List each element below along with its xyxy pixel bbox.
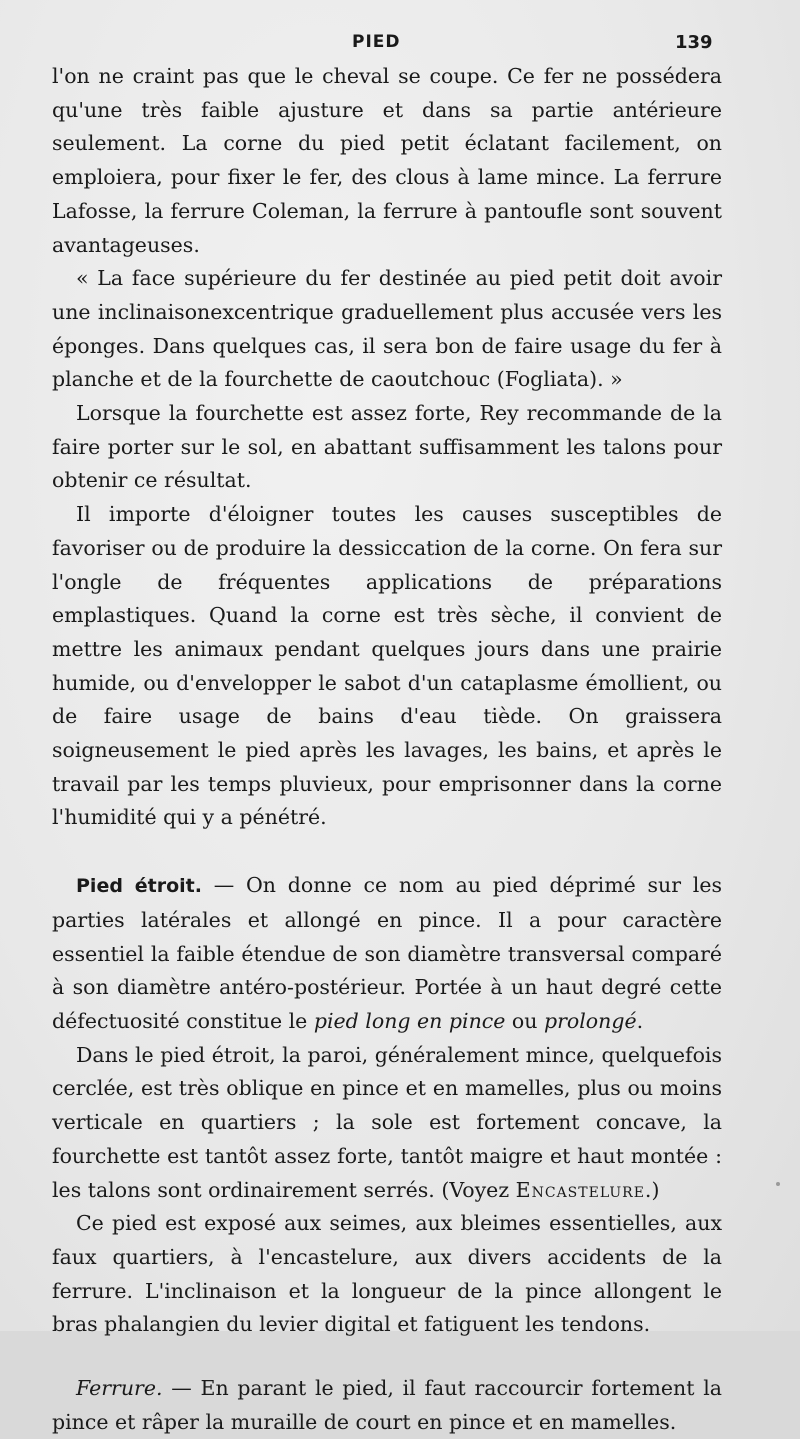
section-heading-ferrure: Ferrure. (76, 1376, 163, 1401)
running-title: PIED (352, 32, 401, 52)
paragraph-6-text: Dans le pied étroit, la paroi, généralement mince, quelquefois cerclée, est très oblique en pince et en mamelles, plus ou moins verticale en quartiers ; la sole est fortement concave, la fourchette est tantôt assez forte, tantôt maigre et haut montée : les talons sont ordinairement serrés. (Voyez (52, 1042, 722, 1202)
paper-speck (776, 1182, 780, 1186)
paragraph-1: l'on ne craint pas que le cheval se coupe. Ce fer ne possédera qu'une très faible ajusture et dans sa partie antérieure seulement. La corne du pied petit éclatant facilement, on emploiera, pour fixer le fer, des clous à lame mince. La ferrure Lafosse, la ferrure Coleman, la ferrure à pantoufle sont souvent avantageuses. (52, 64, 722, 257)
page-header (0, 30, 800, 60)
paragraph-3: Lorsque la fourchette est assez forte, Rey recommande de la faire porter sur le sol, en abattant suffisamment les talons pour obtenir ce résultat. (52, 401, 722, 493)
pied-etroit-text-a: — On donne ce nom au pied déprimé sur les parties latérales et allongé en pince. Il a pour caractère essentiel la faible étendue de son diamètre transversal comparé à son diamètre antéro-postérieur. Portée à un haut degré cette défectuosité constitue le (52, 873, 722, 1033)
cross-reference-encastelure: Encastelure (515, 1177, 645, 1202)
pied-etroit-italic-b: prolongé (543, 1008, 637, 1033)
paragraph-ferrure (52, 1372, 722, 1439)
section-heading-pied-etroit: Pied étroit. (76, 875, 202, 898)
ferrure-text: — En parant le pied, il faut raccourcir fortement la pince et râper la muraille de court en pince et en mamelles. (52, 1376, 722, 1434)
pied-etroit-text-b: ou (505, 1008, 544, 1033)
paragraph-pied-etroit (52, 869, 722, 1039)
page-number: 139 (675, 32, 713, 53)
paragraph-6 (52, 1039, 722, 1208)
pied-etroit-italic-a: pied long en pince (313, 1008, 506, 1033)
body-text (52, 60, 722, 1439)
paragraph-6-end: .) (644, 1177, 660, 1202)
pied-etroit-text-c: . (636, 1008, 644, 1033)
paragraph-2-quote: « La face supérieure du fer destinée au pied petit doit avoir une inclinaisonexcentrique graduellement plus accusée vers les éponges. Dans quelques cas, il sera bon de faire usage du fer à planche et de la fourchette de caoutchouc (Fogliata). » (52, 266, 722, 392)
paragraph-7: Ce pied est exposé aux seimes, aux bleimes essentielles, aux faux quartiers, à l'encastelure, aux divers accidents de la ferrure. L'inclinaison et la longueur de la pince allongent le bras phalangien du levier digital et fatiguent les tendons. (52, 1211, 722, 1337)
paragraph-4: Il importe d'éloigner toutes les causes susceptibles de favoriser ou de produire la dessiccation de la corne. On fera sur l'ongle de fréquentes applications de préparations emplastiques. Quand la corne est très sèche, il convient de mettre les animaux pendant quelques jours dans une prairie humide, ou d'envelopper le sabot d'un cataplasme émollient, ou de faire usage de bains d'eau tiède. On graissera soigneusement le pied après les lavages, les bains, et après le travail par les temps pluvieux, pour emprisonner dans la corne l'humidité qui y a pénétré. (52, 502, 722, 830)
